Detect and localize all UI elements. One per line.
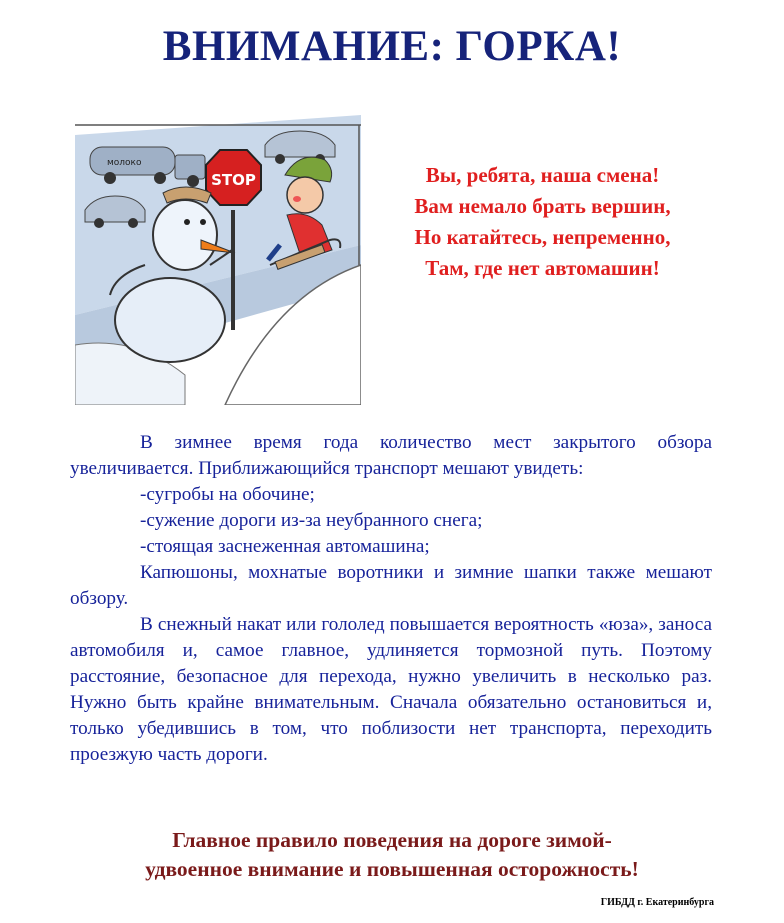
poem-line: Вы, ребята, наша смена! xyxy=(425,163,660,187)
stop-sign-icon xyxy=(206,150,261,205)
hoods-paragraph: Капюшоны, мохнатые воротники и зимние шапки также мешают обзору. xyxy=(70,562,712,609)
poem-line: Там, где нет автомашин! xyxy=(425,256,660,280)
list-item: -стоящая заснеженная автомашина; xyxy=(140,536,430,557)
list-item: -сугробы на обочине; xyxy=(140,484,315,505)
main-rule xyxy=(30,826,754,884)
signature: ГИБДД г. Екатеринбурга xyxy=(600,897,714,908)
intro-paragraph: В зимнее время года количество мест закрытого обзора увеличивается. Приближающийся транспорт мешают увидеть: xyxy=(70,432,712,479)
poem-line: Вам немало брать вершин, xyxy=(414,194,671,218)
page-title: ВНИМАНИЕ: ГОРКА! xyxy=(162,23,622,70)
main-rule-line: Главное правило поведения на дороге зимой- xyxy=(172,828,612,852)
poem-line: Но катайтесь, непременно, xyxy=(414,225,671,249)
main-rule-line: удвоенное внимание и повышенная осторожность! xyxy=(145,857,639,881)
svg-text:STOP: STOP xyxy=(211,171,256,189)
list-item: -сужение дороги из-за неубранного снега; xyxy=(140,510,483,531)
ice-paragraph: В снежный накат или гололед повышается вероятность «юза», заноса автомобиля и, самое главное, удлиняется тормозной путь. Поэтому расстояние, безопасное для перехода, нужно увеличить в несколько раз. Нужно быть крайне внимательным. Сначала обязательно остановиться и, только убедившись в том, что поблизости нет транспорта, переходить проезжую часть дороги. xyxy=(70,614,712,765)
poem xyxy=(370,160,715,284)
snowman-stop-illustration xyxy=(75,115,361,405)
svg-text:молоко: молоко xyxy=(107,158,142,168)
body-text xyxy=(70,430,712,768)
